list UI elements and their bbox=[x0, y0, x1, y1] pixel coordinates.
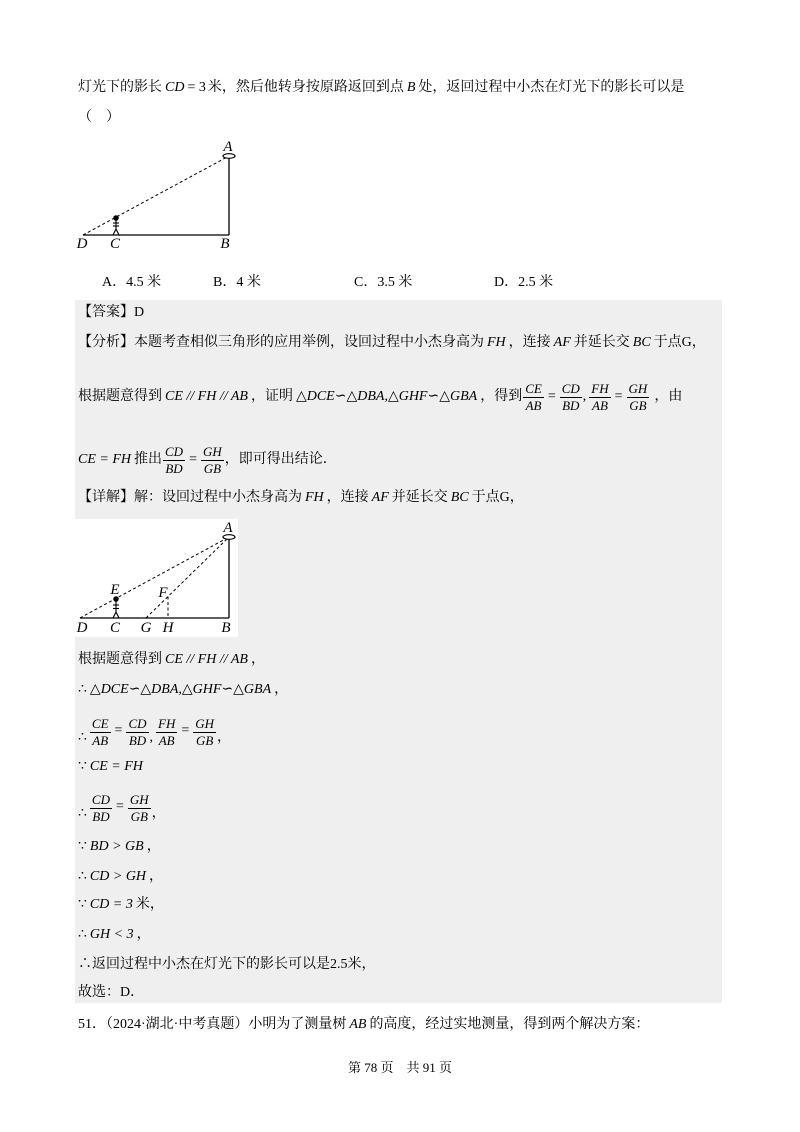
fraction-denominator: AB bbox=[525, 397, 542, 413]
detail-step-6 bbox=[78, 837, 161, 857]
fraction bbox=[90, 793, 112, 824]
fraction-numerator: FH bbox=[591, 380, 609, 396]
fraction bbox=[126, 717, 148, 748]
fraction-numerator: CD bbox=[165, 443, 184, 459]
question-stem-line-1 bbox=[78, 78, 684, 98]
math-expression: BC bbox=[632, 335, 651, 350]
option-c: C．3.5 米 bbox=[354, 275, 413, 290]
fraction-denominator: BD bbox=[562, 397, 580, 413]
fraction bbox=[128, 793, 151, 824]
next-question-stem bbox=[78, 1015, 649, 1035]
separator: , bbox=[582, 389, 587, 404]
text-segment: 并延长交 bbox=[391, 490, 448, 505]
fraction-numerator: GH bbox=[202, 443, 222, 459]
point-label-f: F bbox=[158, 585, 168, 601]
fraction bbox=[560, 382, 582, 413]
fraction-numerator: FH bbox=[158, 716, 176, 731]
analysis-line-2 bbox=[78, 377, 682, 417]
math-expression: CD > GH bbox=[89, 869, 147, 884]
fraction-denominator: GB bbox=[629, 397, 647, 413]
equals-sign: = bbox=[547, 389, 556, 404]
fraction bbox=[589, 382, 610, 413]
text-segment: ， bbox=[274, 682, 289, 697]
equals-sign: = bbox=[189, 452, 197, 467]
detail-step-5 bbox=[78, 784, 166, 824]
separator: , bbox=[149, 730, 154, 745]
equals-sign: = bbox=[115, 799, 124, 814]
fraction-denominator: BD bbox=[92, 809, 110, 824]
text-segment: 米， bbox=[135, 897, 164, 912]
fraction-denominator: AB bbox=[158, 733, 175, 748]
equals-sign: = bbox=[181, 723, 190, 738]
math-expression: FH bbox=[305, 490, 324, 505]
point-label-g: G bbox=[140, 620, 152, 636]
fraction bbox=[523, 382, 544, 413]
point-label-d: D bbox=[76, 236, 88, 252]
fraction-numerator: GH bbox=[195, 716, 215, 731]
text-segment: 米，然后他转身按原路返回到点 bbox=[207, 80, 404, 95]
text-segment: ，证明 bbox=[250, 389, 293, 404]
text-segment: ∴返回过程中小杰在灯光下的影长可以是2.5米， bbox=[78, 957, 376, 972]
text-segment: 的高度，经过实地测量，得到两个解决方案： bbox=[369, 1017, 650, 1032]
fraction bbox=[193, 717, 216, 748]
fraction-numerator: CE bbox=[525, 380, 542, 396]
text-segment: 51．（2024·湖北·中考真题）小明为了测量树 bbox=[78, 1017, 347, 1032]
math-expression: CE = FH bbox=[89, 759, 143, 774]
fraction-denominator: AB bbox=[92, 733, 109, 748]
point-label-b: B bbox=[221, 620, 231, 636]
detail-step-10 bbox=[78, 955, 376, 975]
point-label-d: D bbox=[76, 620, 88, 636]
because-symbol: ∵ bbox=[78, 897, 87, 912]
fraction-numerator: CD bbox=[91, 792, 110, 807]
text-segment: ，得到 bbox=[480, 389, 523, 404]
text-segment: 根据题意得到 bbox=[78, 652, 162, 667]
therefore-symbol: ∴ bbox=[78, 806, 87, 821]
fraction bbox=[90, 717, 111, 748]
because-symbol: ∵ bbox=[78, 839, 87, 854]
because-symbol: ∵ bbox=[78, 759, 87, 774]
math-expression: CE = FH bbox=[78, 452, 131, 467]
text-segment: 灯光下的影长 bbox=[78, 80, 162, 95]
option-a: A．4.5 米 bbox=[102, 275, 162, 290]
point-label-h: H bbox=[162, 620, 174, 636]
point-label-a: A bbox=[223, 520, 233, 536]
text-segment: ， bbox=[149, 869, 164, 884]
point-label-c: C bbox=[109, 620, 121, 636]
figure-2-similar-triangles-diagram bbox=[75, 519, 238, 637]
fraction-numerator: CE bbox=[91, 716, 109, 731]
math-expression: BC bbox=[450, 490, 469, 505]
point-label-c: C bbox=[109, 236, 121, 252]
final-choice-line bbox=[78, 983, 144, 1003]
option-b: B．4 米 bbox=[213, 275, 261, 290]
page-number-footer: 第 78 页 共 91 页 bbox=[347, 1060, 452, 1075]
answer-text: 【答案】D bbox=[78, 305, 145, 320]
analysis-line-3 bbox=[78, 440, 337, 480]
text-segment: ，连接 bbox=[508, 335, 551, 350]
math-expression: AF bbox=[553, 335, 571, 350]
text-segment: 并延长交 bbox=[573, 335, 630, 350]
text-segment: ，连接 bbox=[326, 490, 369, 505]
detail-intro-line bbox=[78, 488, 524, 508]
therefore-symbol: ∴ bbox=[78, 869, 87, 884]
answer-blank-parentheses bbox=[78, 108, 120, 128]
detail-step-9 bbox=[78, 925, 151, 945]
fraction-denominator: GB bbox=[203, 460, 222, 476]
math-expression: CE // FH // AB bbox=[165, 652, 248, 667]
math-expression: CD = 3 bbox=[89, 897, 133, 912]
math-variable: B bbox=[406, 80, 416, 95]
math-expression: AF bbox=[371, 490, 389, 505]
text-segment: ， bbox=[146, 839, 161, 854]
option-d: D．2.5 米 bbox=[494, 275, 554, 290]
fraction bbox=[201, 445, 224, 476]
therefore-symbol: ∴ bbox=[78, 927, 87, 942]
text-segment: 故选：D． bbox=[78, 985, 145, 1000]
equals-sign: = bbox=[614, 389, 623, 404]
text-segment: 于点G， bbox=[653, 335, 706, 350]
fraction-numerator: CD bbox=[128, 716, 147, 731]
math-expression: CE // FH // AB bbox=[165, 389, 248, 404]
fraction-denominator: GB bbox=[195, 733, 214, 748]
math-expression: AB bbox=[349, 1017, 367, 1032]
text-segment: ，由 bbox=[654, 389, 683, 404]
light-ray-dashed-line bbox=[83, 156, 229, 235]
therefore-symbol: ∴ bbox=[78, 682, 87, 697]
text-segment: 推出 bbox=[134, 452, 162, 467]
math-expression: GH < 3 bbox=[89, 927, 134, 942]
answer-line bbox=[78, 303, 144, 323]
math-expression: BD > GB bbox=[89, 839, 144, 854]
detail-step-8 bbox=[78, 895, 164, 915]
detail-step-1 bbox=[78, 650, 265, 670]
fraction bbox=[627, 382, 650, 413]
text-segment: 【详解】解：设回过程中小杰身高为 bbox=[78, 490, 302, 505]
fraction bbox=[163, 445, 185, 476]
text-segment: ， bbox=[136, 927, 151, 942]
text-segment: ， bbox=[217, 730, 232, 745]
fraction-denominator: BD bbox=[165, 460, 183, 476]
analysis-line-1 bbox=[78, 333, 706, 353]
text-segment: ， bbox=[151, 806, 166, 821]
point-label-b: B bbox=[220, 236, 230, 252]
therefore-symbol: ∴ bbox=[78, 730, 87, 745]
fraction-numerator: GH bbox=[129, 792, 149, 807]
detail-step-7 bbox=[78, 867, 163, 887]
text-segment: 处，返回过程中小杰在灯光下的影长可以是 bbox=[418, 80, 685, 95]
fraction-denominator: GB bbox=[130, 809, 148, 824]
detail-step-3 bbox=[78, 708, 231, 748]
fraction-numerator: GH bbox=[628, 380, 648, 396]
fraction-numerator: CD bbox=[561, 380, 580, 396]
text-segment: （ ） bbox=[78, 110, 120, 125]
text-segment: 于点G， bbox=[471, 490, 524, 505]
math-expression: △DCE∽△DBA,△GHF∽△GBA bbox=[295, 389, 478, 404]
point-label-e: E bbox=[110, 582, 120, 598]
math-expression: △DCE∽△DBA,△GHF∽△GBA bbox=[89, 682, 272, 697]
text-segment: ，即可得出结论． bbox=[224, 452, 337, 467]
equals-sign: = bbox=[114, 723, 123, 738]
math-expression: = 3 bbox=[187, 80, 206, 95]
fraction-denominator: BD bbox=[128, 733, 147, 748]
math-expression: FH bbox=[487, 335, 506, 350]
detail-step-4 bbox=[78, 757, 146, 777]
text-segment: 【分析】本题考查相似三角形的应用举例，设回过程中小杰身高为 bbox=[78, 335, 484, 350]
text-segment: 根据题意得到 bbox=[78, 389, 162, 404]
math-expression: CD bbox=[165, 80, 185, 95]
figure-background bbox=[75, 519, 238, 637]
fraction bbox=[156, 717, 177, 748]
text-segment: ， bbox=[250, 652, 265, 667]
person-icon bbox=[113, 216, 119, 235]
fraction-denominator: AB bbox=[592, 397, 608, 413]
detail-step-2 bbox=[78, 680, 288, 700]
point-label-a: A bbox=[223, 139, 233, 155]
figure-1-lamp-shadow-diagram bbox=[70, 136, 245, 254]
